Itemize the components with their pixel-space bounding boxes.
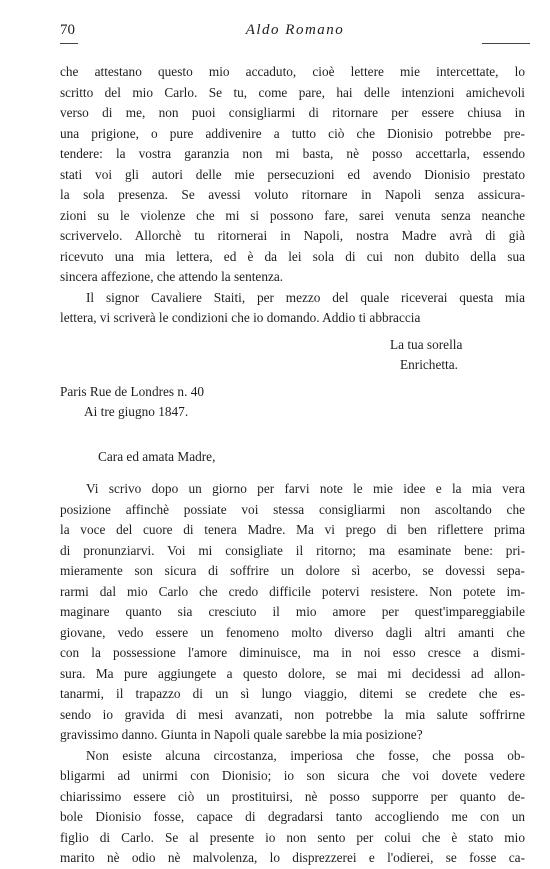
- text-line: zioni su le violenze che mi si possono fare, sarei venuta senza neanche: [60, 207, 525, 223]
- text-line: sincera affezione, che attendo la sentenza.: [60, 269, 284, 284]
- letter-signature: Enrichetta.: [400, 357, 458, 372]
- text-line: Il signor Cavaliere Staiti, per mezzo del quale riceverai questa mia: [86, 289, 525, 305]
- text-line: stati voi gli autori delle mie persecuzioni ed avendo Dionisio prestato: [60, 166, 525, 182]
- text-line: lettera, vi scriverà le condizioni che io domando. Addio ti abbraccia: [60, 310, 421, 325]
- text-line: chiarissimo essere ciò un prostituirsi, nè posso supporre per quanto de-: [60, 788, 525, 804]
- text-line: che attestano questo mio accaduto, cioè lettere mie intercettate, lo: [60, 64, 525, 79]
- text-line: ricevuto una mia lettera, ed è da lei sola di cui non dubito della sua: [60, 248, 525, 264]
- text-line: tanarmi, il trapazzo di un sì lungo viaggio, ditemi se credete che es-: [60, 686, 525, 701]
- text-line: marito nè odio nè malvolenza, lo disprezzerei e l'odierei, se fosse ca-: [60, 850, 525, 865]
- text-line: rarmi dal mio Carlo che credo difficile potervi resistere. Non potete im-: [60, 583, 525, 599]
- text-line: posizione affinchè possiate voi stessa consigliarmi non ascoltando che: [60, 501, 525, 517]
- letter-to-mother: [60, 479, 525, 869]
- text-line: figlio di Carlo. Se al presente io non sento per colui che è stato mio: [60, 829, 525, 845]
- text-line: sura. Ma pure aggiungete a questo dolore, se mai mi decidessi ad allon-: [60, 665, 525, 681]
- text-line: sendo io gravida di mesi avanzati, non potrebbe la mia salute soffrirne: [60, 706, 525, 722]
- text-line: Vi scrivo dopo un giorno per farvi note le mie idee e la mia vera: [86, 481, 525, 496]
- header-rule-left: [60, 43, 78, 44]
- text-line: scritto del mio Carlo. Se tu, come pare, hai delle intenzioni amichevoli: [60, 84, 525, 100]
- text-line: la voce del cuore di tenera Madre. Ma vi prego di ben riflettere prima: [60, 522, 525, 537]
- running-title: Aldo Romano: [245, 22, 345, 38]
- page-number: 70: [60, 22, 75, 38]
- text-line: giovane, vedo essere un fenomeno molto diverso dagli altri amanti che: [60, 624, 525, 640]
- letter-date: Ai tre giugno 1847.: [84, 404, 189, 419]
- text-line: una prigione, o pure addivenire a tutto ciò che Dionisio potrebbe pre-: [60, 125, 525, 141]
- text-line: con la possessione l'amore diminuisce, ma in noi esso cresce a dismi-: [60, 645, 525, 660]
- letter-signoff: La tua sorella: [390, 336, 463, 352]
- page-header: [60, 22, 530, 44]
- text-line: tendere: la vostra garanzia non mi basta, nè posso accettarla, essendo: [60, 146, 525, 161]
- text-line: verso di me, non puoi consigliarmi di ritornare per essere chiusa in: [60, 105, 525, 120]
- text-line: scrivervelo. Allorchè tu ritornerai in Napoli, nostra Madre avrà di già: [60, 228, 525, 243]
- text-line: di pronunziarvi. Voi mi consigliate il ritorno; ma esaminate bene: pri-: [60, 542, 525, 558]
- text-line: maginare quanto sia cresciuto il mio amore per quest'impareggiabile: [60, 604, 525, 619]
- text-line: mieramente son sicura di soffrire un dolore sì acerbo, se dovessi sepa-: [60, 563, 525, 578]
- text-line: gravissimo danno. Giunta in Napoli quale sarebbe la mia posizione?: [60, 727, 423, 742]
- letter-enrichetta-to-brother: [60, 62, 525, 329]
- text-line: Non esiste alcuna circostanza, imperiosa che fosse, che possa ob-: [86, 747, 525, 763]
- header-rule-right: [482, 43, 530, 44]
- text-line: la sola presenza. Se avessi voluto ritornare in Napoli senza assicura-: [60, 187, 525, 202]
- text-line: bligarmi ad unirmi con Dionisio; io son sicura che voi dovete vedere: [60, 768, 525, 783]
- page-body: [60, 62, 525, 869]
- letter-salutation: Cara ed amata Madre,: [98, 448, 216, 464]
- text-line: bole Dionisio fosse, capace di degradarsi tanto accogliendo me con un: [60, 809, 525, 824]
- letter-address: Paris Rue de Londres n. 40: [60, 383, 205, 399]
